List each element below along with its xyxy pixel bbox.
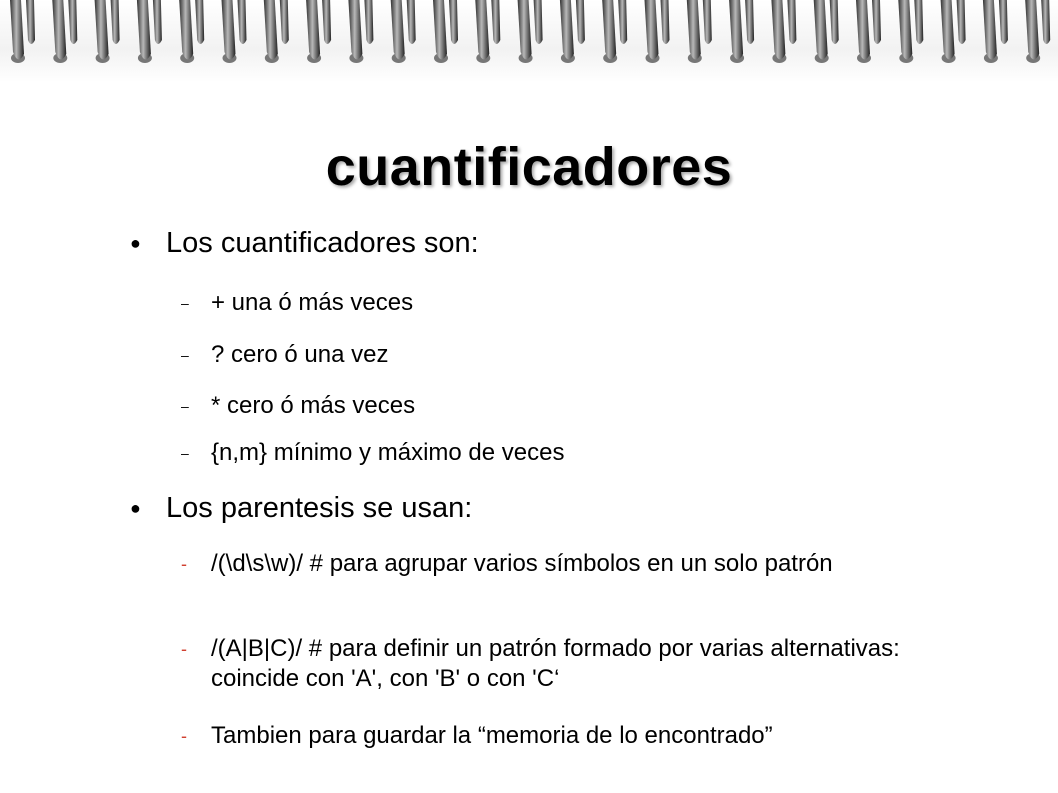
binding-ring [745, 0, 754, 44]
binding-ring [872, 0, 881, 44]
section-heading-parentesis [130, 491, 473, 525]
list-item [181, 438, 971, 468]
binding-ring [999, 0, 1008, 44]
list-item-text: Tambien para guardar la “memoria de lo encontrado” [211, 722, 773, 749]
binding-ring [661, 0, 670, 44]
section-heading-cuantificadores [130, 226, 479, 260]
list-item-text: ? cero ó una vez [211, 341, 389, 368]
dash-bullet-icon: – [181, 445, 189, 461]
binding-ring [618, 0, 627, 44]
binding-ring [729, 0, 743, 60]
binding-ring [68, 0, 77, 44]
binding-ring [475, 0, 489, 60]
bullet-icon: ● [130, 233, 141, 253]
binding-ring [957, 0, 966, 44]
binding-ring [449, 0, 458, 44]
binding-ring [787, 0, 796, 44]
list-item [181, 549, 956, 579]
binding-ring [306, 0, 320, 60]
binding-ring [560, 0, 574, 60]
binding-ring [518, 0, 532, 60]
binding-ring [1041, 0, 1050, 44]
binding-ring [814, 0, 828, 60]
binding-ring [322, 0, 331, 44]
slide-title: cuantificadores [325, 137, 733, 197]
binding-ring [179, 0, 193, 60]
binding-ring [645, 0, 659, 60]
binding-ring [703, 0, 712, 44]
binding-ring [52, 0, 66, 60]
list-item-text: /(A|B|C)/ # para definir un patrón formado por varias alternativas: coincide con 'A', con 'B' o con 'C‘ [211, 635, 900, 692]
spiral-rings-decoration [0, 0, 1058, 82]
binding-ring [856, 0, 870, 60]
binding-ring [491, 0, 500, 44]
binding-ring [534, 0, 543, 44]
binding-ring [238, 0, 247, 44]
dash-bullet-icon: - [181, 554, 187, 574]
binding-ring [898, 0, 912, 60]
binding-ring [26, 0, 35, 44]
list-item [181, 721, 991, 751]
binding-ring [264, 0, 278, 60]
section-heading-text: Los parentesis se usan: [166, 492, 473, 524]
list-item-text: * cero ó más veces [211, 392, 416, 419]
list-item [181, 288, 971, 318]
dash-bullet-icon: - [181, 726, 187, 746]
binding-ring [153, 0, 162, 44]
bullet-icon: ● [130, 498, 141, 518]
binding-ring [687, 0, 701, 60]
binding-ring [576, 0, 585, 44]
binding-ring [1025, 0, 1039, 60]
list-item [181, 340, 971, 370]
list-item-text: /(\d\s\w)/ # para agrupar varios símbolos en un solo patrón [211, 550, 833, 577]
binding-ring [391, 0, 405, 60]
binding-ring [10, 0, 24, 60]
binding-ring [364, 0, 373, 44]
binding-ring [407, 0, 416, 44]
binding-ring [830, 0, 839, 44]
dash-bullet-icon: – [181, 398, 189, 414]
binding-ring [348, 0, 362, 60]
binding-ring [602, 0, 616, 60]
binding-ring [137, 0, 151, 60]
dash-bullet-icon: – [181, 295, 189, 311]
binding-ring [280, 0, 289, 44]
dash-bullet-icon: – [181, 347, 189, 363]
binding-ring [983, 0, 997, 60]
section-heading-text: Los cuantificadores son: [166, 227, 479, 259]
list-item-text: {n,m} mínimo y máximo de veces [211, 439, 565, 466]
binding-ring [433, 0, 447, 60]
list-item-text: + una ó más veces [211, 289, 414, 316]
list-item [181, 391, 971, 421]
binding-ring [222, 0, 236, 60]
dash-bullet-icon: - [181, 639, 187, 659]
list-item [181, 634, 956, 694]
binding-ring [111, 0, 120, 44]
binding-ring [771, 0, 785, 60]
binding-ring [914, 0, 923, 44]
binding-ring [941, 0, 955, 60]
notebook-binding [0, 0, 1058, 82]
binding-ring [95, 0, 109, 60]
binding-ring [195, 0, 204, 44]
